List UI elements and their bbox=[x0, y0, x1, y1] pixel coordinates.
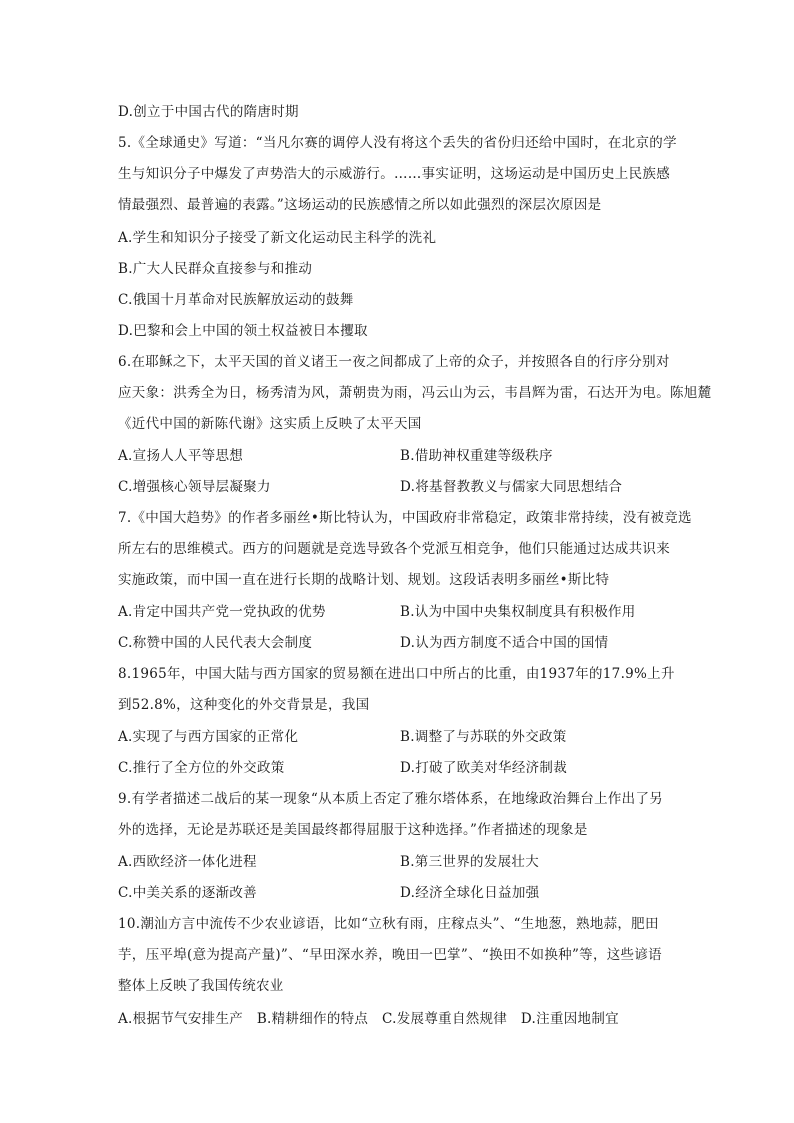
q9-option-d: D.经济全球化日益加强 bbox=[400, 885, 540, 901]
q8-option-c: C.推行了全方位的外交政策 bbox=[118, 760, 285, 776]
q5-option-b: B.广大人民群众直接参与和推动 bbox=[118, 261, 313, 277]
q7-stem-line-3: 实施政策，而中国一直在进行长期的战略计划、规划。这段话表明多丽丝•斯比特 bbox=[118, 572, 610, 588]
q6-option-d: D.将基督教教义与儒家大同思想结合 bbox=[400, 479, 623, 495]
q6-stem-line-1: 6.在耶稣之下，太平天国的首义诸王一夜之间都成了上帝的众子，并按照各自的行序分别对 bbox=[118, 354, 670, 370]
q5-option-a: A.学生和知识分子接受了新文化运动民主科学的洗礼 bbox=[118, 230, 437, 246]
q8-option-a: A.实现了与西方国家的正常化 bbox=[118, 729, 299, 745]
q6-option-a: A.宣扬人人平等思想 bbox=[118, 448, 244, 464]
q7-option-c: C.称赞中国的人民代表大会制度 bbox=[118, 635, 313, 651]
q9-option-b: B.第三世界的发展壮大 bbox=[400, 854, 540, 870]
q10-stem-line-2: 芋，压平埠(意为提高产量)”、“早田深水养，晚田一巴掌”、“换田不如换种”等，这些谚语 bbox=[118, 947, 662, 963]
q5-stem-line-1: 5.《全球通史》写道：“当凡尔赛的调停人没有将这个丢失的省份归还给中国时，在北京的学 bbox=[118, 135, 677, 151]
q7-option-a: A.肯定中国共产党一党执政的优势 bbox=[118, 604, 326, 620]
q4-option-d: D.创立于中国古代的隋唐时期 bbox=[118, 104, 299, 120]
q10-options: A.根据节气安排生产 B.精耕细作的特点 C.发展尊重自然规律 D.注重因地制宜 bbox=[118, 1011, 619, 1027]
q7-stem-line-1: 7.《中国大趋势》的作者多丽丝•斯比特认为，中国政府非常稳定，政策非常持续，没有被竞选 bbox=[118, 510, 692, 526]
q8-option-b: B.调整了与苏联的外交政策 bbox=[400, 729, 567, 745]
q6-stem-line-2: 应天象：洪秀全为日，杨秀清为风，萧朝贵为雨，冯云山为云，韦昌辉为雷，石达开为电。陈旭麓 bbox=[118, 385, 712, 401]
q6-stem-line-3: 《近代中国的新陈代谢》这实质上反映了太平天国 bbox=[118, 416, 422, 432]
q5-option-d: D.巴黎和会上中国的领土权益被日本攫取 bbox=[118, 323, 368, 339]
q5-stem-line-3: 情最强烈、最普遍的表露。”这场运动的民族感情之所以如此强烈的深层次原因是 bbox=[118, 197, 602, 213]
q10-stem-line-3: 整体上反映了我国传统农业 bbox=[118, 978, 284, 994]
q5-stem-line-2: 生与知识分子中爆发了声势浩大的示威游行。……事实证明，这场运动是中国历史上民族感 bbox=[118, 166, 670, 182]
q6-option-b: B.借助神权重建等级秩序 bbox=[400, 448, 553, 464]
q8-option-d: D.打破了欧美对华经济制裁 bbox=[400, 760, 568, 776]
q7-option-d: D.认为西方制度不适合中国的国情 bbox=[400, 635, 609, 651]
q7-stem-line-2: 所左右的思维模式。西方的问题就是竞选导致各个党派互相竞争，他们只能通过达成共识来 bbox=[118, 541, 670, 557]
q10-stem-line-1: 10.潮汕方言中流传不少农业谚语，比如“立秋有雨，庄稼点头”、“生地葱，熟地蒜，肥田 bbox=[118, 916, 659, 932]
q8-stem-line-2: 到52.8%，这种变化的外交背景是，我国 bbox=[118, 697, 370, 713]
q5-option-c: C.俄国十月革命对民族解放运动的鼓舞 bbox=[118, 292, 354, 308]
q9-option-c: C.中美关系的逐渐改善 bbox=[118, 885, 257, 901]
q8-stem-line-1: 8.1965年，中国大陆与西方国家的贸易额在进出口中所占的比重，由1937年的17.9%上升 bbox=[118, 666, 675, 682]
q9-option-a: A.西欧经济一体化进程 bbox=[118, 854, 257, 870]
q6-option-c: C.增强核心领导层凝聚力 bbox=[118, 479, 271, 495]
q9-stem-line-2: 外的选择，无论是苏联还是美国最终都得屈服于这种选择。”作者描述的现象是 bbox=[118, 822, 588, 838]
q9-stem-line-1: 9.有学者描述二战后的某一现象“从本质上否定了雅尔塔体系，在地缘政治舞台上作出了另 bbox=[118, 791, 664, 807]
q7-option-b: B.认为中国中央集权制度具有积极作用 bbox=[400, 604, 636, 620]
